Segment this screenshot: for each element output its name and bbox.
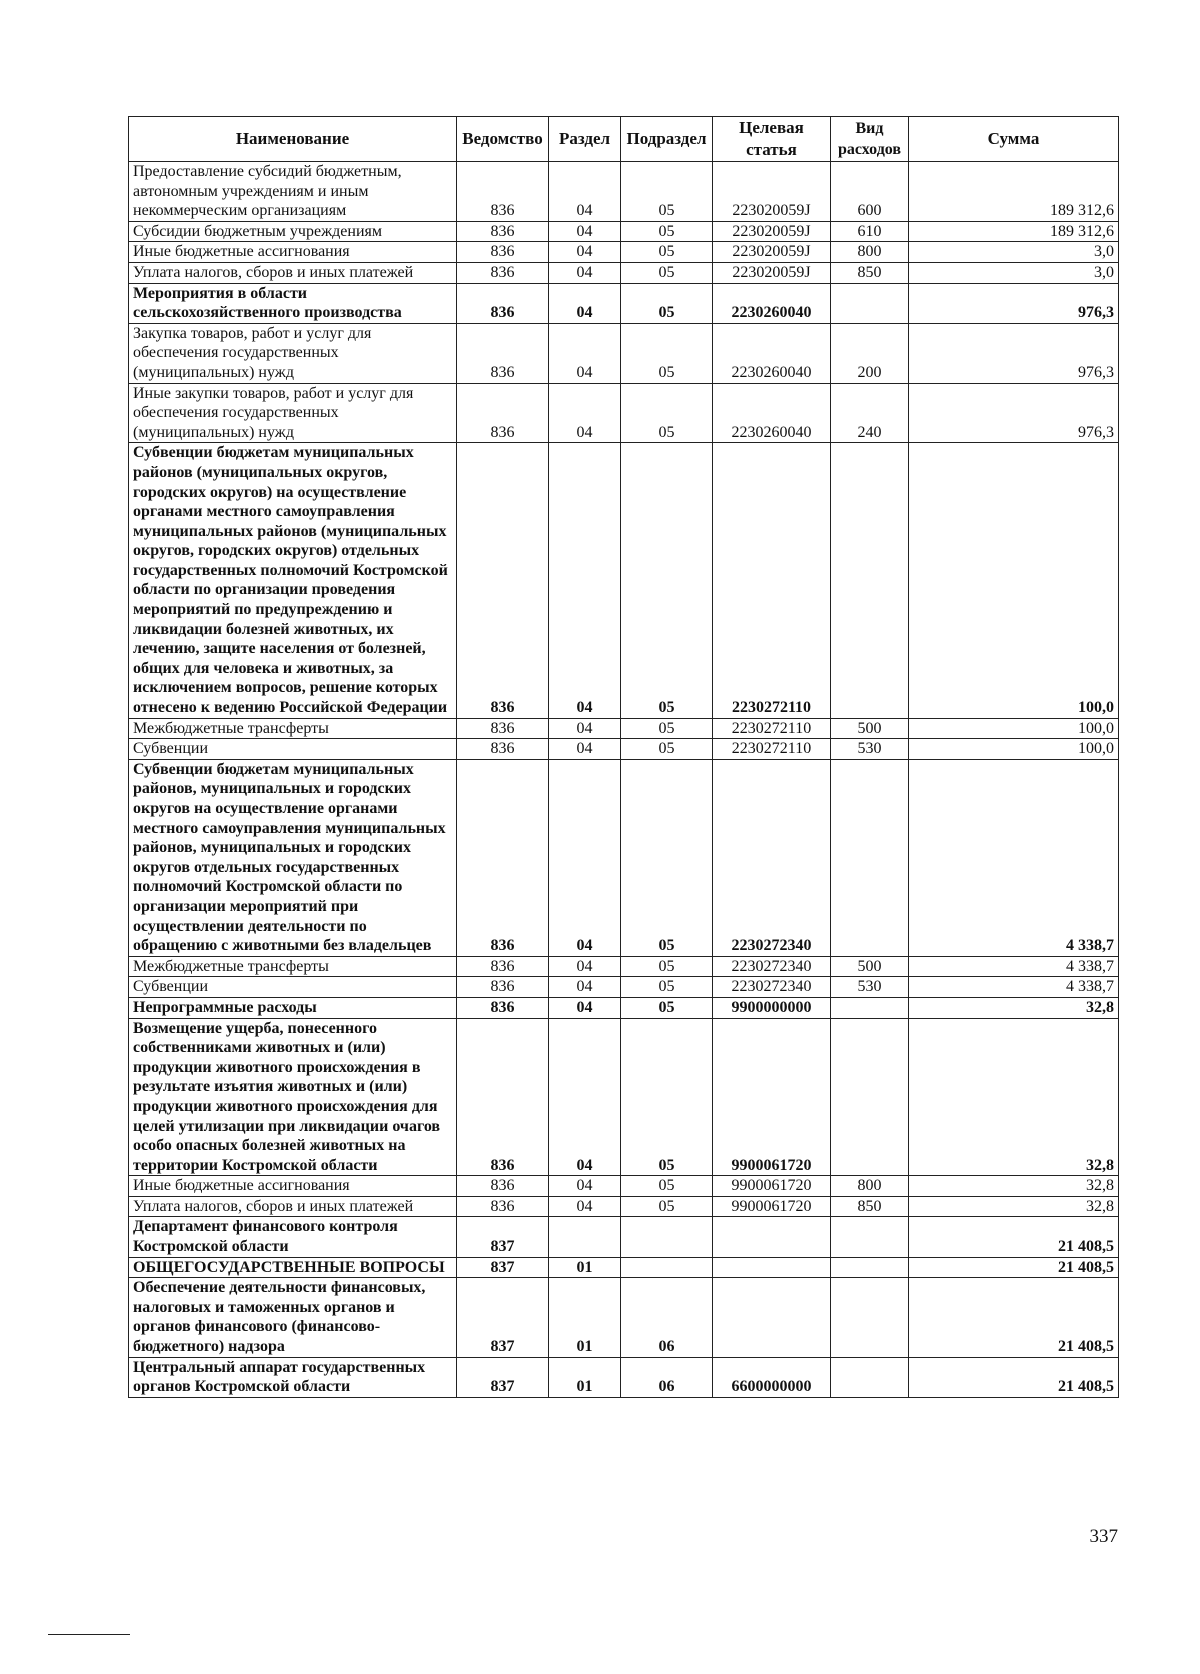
table-row	[129, 1196, 1119, 1217]
row-dept: 836	[457, 383, 549, 443]
row-name: Иные закупки товаров, работ и услуг для обеспечения государственных (муниципальных) нужд	[129, 383, 457, 443]
table-row	[129, 323, 1119, 383]
header-expense-type: Вид расходов	[831, 117, 909, 162]
row-expense-type: 530	[831, 977, 909, 998]
table-row	[129, 262, 1119, 283]
page-number: 337	[1089, 1526, 1118, 1547]
header-target-article: Целевая статья	[713, 117, 831, 162]
row-name: Субвенции бюджетам муниципальных районов (муниципальных округов, городских округов) на осуществление органами местного самоуправления муниципальных районов (муниципальных округов, городских округов) отдельных государственных полномочий Костромской области по организации проведения мероприятий по предупреждению и ликвидации болезней животных, их лечению, защите населения от болезней, общих для человека и животных, за исключением вопросов, решение которых отнесено к ведению Российской Федерации	[129, 443, 457, 718]
row-subsection: 05	[621, 383, 713, 443]
row-subsection: 05	[621, 1176, 713, 1197]
row-amount: 100,0	[909, 718, 1119, 739]
row-dept: 837	[457, 1357, 549, 1397]
row-section: 04	[549, 221, 621, 242]
table-row	[129, 283, 1119, 323]
row-amount: 4 338,7	[909, 759, 1119, 956]
row-subsection: 05	[621, 1196, 713, 1217]
row-section: 04	[549, 739, 621, 760]
row-section: 04	[549, 977, 621, 998]
header-dept: Ведомство	[457, 117, 549, 162]
row-amount: 4 338,7	[909, 977, 1119, 998]
row-target-article: 223020059J	[713, 221, 831, 242]
row-subsection: 05	[621, 283, 713, 323]
table-row	[129, 956, 1119, 977]
row-target-article: 6600000000	[713, 1357, 831, 1397]
row-name: Иные бюджетные ассигнования	[129, 242, 457, 263]
table-row	[129, 739, 1119, 760]
table-row	[129, 1217, 1119, 1257]
row-expense-type: 800	[831, 1176, 909, 1197]
row-section: 04	[549, 1018, 621, 1176]
row-name: Межбюджетные трансферты	[129, 956, 457, 977]
row-expense-type	[831, 1217, 909, 1257]
row-expense-type	[831, 997, 909, 1018]
table-row	[129, 1018, 1119, 1176]
row-target-article: 223020059J	[713, 162, 831, 222]
row-expense-type: 610	[831, 221, 909, 242]
row-subsection	[621, 1257, 713, 1278]
row-section: 04	[549, 956, 621, 977]
row-subsection: 06	[621, 1278, 713, 1357]
table-row	[129, 977, 1119, 998]
row-amount: 32,8	[909, 1196, 1119, 1217]
table-header-row	[129, 117, 1119, 162]
table-row	[129, 443, 1119, 718]
row-amount: 100,0	[909, 443, 1119, 718]
row-expense-type: 600	[831, 162, 909, 222]
budget-table	[128, 116, 1119, 1398]
row-name: Межбюджетные трансферты	[129, 718, 457, 739]
row-section: 04	[549, 262, 621, 283]
row-name: Возмещение ущерба, понесенного собственниками животных и (или) продукции животного происхождения в результате изъятия животных и (или) продукции животного происхождения для целей утилизации при ликвидации очагов особо опасных болезней животных на территории Костромской области	[129, 1018, 457, 1176]
table-row	[129, 1357, 1119, 1397]
row-expense-type: 800	[831, 242, 909, 263]
row-dept: 836	[457, 956, 549, 977]
row-expense-type: 500	[831, 956, 909, 977]
row-subsection	[621, 1217, 713, 1257]
row-subsection: 05	[621, 759, 713, 956]
row-section	[549, 1217, 621, 1257]
row-amount: 4 338,7	[909, 956, 1119, 977]
table-row	[129, 759, 1119, 956]
row-dept: 836	[457, 323, 549, 383]
row-section: 04	[549, 162, 621, 222]
row-subsection: 05	[621, 739, 713, 760]
row-expense-type: 240	[831, 383, 909, 443]
row-amount: 21 408,5	[909, 1278, 1119, 1357]
row-target-article	[713, 1217, 831, 1257]
row-expense-type	[831, 283, 909, 323]
row-subsection: 05	[621, 242, 713, 263]
row-amount: 21 408,5	[909, 1217, 1119, 1257]
row-name: Предоставление субсидий бюджетным, автономным учреждениям и иным некоммерческим организациям	[129, 162, 457, 222]
row-expense-type	[831, 443, 909, 718]
row-name: Центральный аппарат государственных органов Костромской области	[129, 1357, 457, 1397]
row-section: 01	[549, 1357, 621, 1397]
row-target-article	[713, 1257, 831, 1278]
row-section: 04	[549, 283, 621, 323]
row-subsection: 05	[621, 323, 713, 383]
row-section: 04	[549, 323, 621, 383]
row-target-article: 223020059J	[713, 262, 831, 283]
row-name: Субвенции	[129, 739, 457, 760]
row-name: Обеспечение деятельности финансовых, налоговых и таможенных органов и органов финансового (финансово-бюджетного) надзора	[129, 1278, 457, 1357]
row-amount: 32,8	[909, 997, 1119, 1018]
row-section: 04	[549, 1176, 621, 1197]
row-name: Закупка товаров, работ и услуг для обеспечения государственных (муниципальных) нужд	[129, 323, 457, 383]
row-expense-type: 530	[831, 739, 909, 760]
row-target-article: 9900061720	[713, 1018, 831, 1176]
row-dept: 836	[457, 739, 549, 760]
row-expense-type	[831, 1278, 909, 1357]
row-name: Субвенции	[129, 977, 457, 998]
row-amount: 32,8	[909, 1176, 1119, 1197]
row-target-article: 2230272340	[713, 956, 831, 977]
row-expense-type	[831, 1357, 909, 1397]
row-target-article: 223020059J	[713, 242, 831, 263]
table-row	[129, 383, 1119, 443]
table-row	[129, 1278, 1119, 1357]
row-amount: 976,3	[909, 323, 1119, 383]
header-section: Раздел	[549, 117, 621, 162]
row-expense-type	[831, 1257, 909, 1278]
row-target-article: 2230272110	[713, 718, 831, 739]
table-row	[129, 1257, 1119, 1278]
row-amount: 976,3	[909, 283, 1119, 323]
table-body	[129, 162, 1119, 1398]
row-section: 01	[549, 1257, 621, 1278]
row-subsection: 05	[621, 443, 713, 718]
row-dept: 836	[457, 1018, 549, 1176]
row-target-article	[713, 1278, 831, 1357]
table-row	[129, 242, 1119, 263]
row-dept: 836	[457, 718, 549, 739]
row-amount: 189 312,6	[909, 221, 1119, 242]
row-target-article: 2230260040	[713, 283, 831, 323]
table-row	[129, 718, 1119, 739]
row-expense-type: 850	[831, 1196, 909, 1217]
row-target-article: 2230272110	[713, 739, 831, 760]
row-expense-type	[831, 759, 909, 956]
row-section: 04	[549, 1196, 621, 1217]
header-name: Наименование	[129, 117, 457, 162]
row-target-article: 2230260040	[713, 383, 831, 443]
row-dept: 837	[457, 1278, 549, 1357]
table-row	[129, 997, 1119, 1018]
row-name: ОБЩЕГОСУДАРСТВЕННЫЕ ВОПРОСЫ	[129, 1257, 457, 1278]
row-target-article: 2230272340	[713, 759, 831, 956]
row-target-article: 2230272340	[713, 977, 831, 998]
row-dept: 836	[457, 1196, 549, 1217]
row-amount: 189 312,6	[909, 162, 1119, 222]
row-dept: 836	[457, 997, 549, 1018]
row-subsection: 05	[621, 162, 713, 222]
table-row	[129, 221, 1119, 242]
row-section: 04	[549, 443, 621, 718]
row-section: 04	[549, 759, 621, 956]
row-amount: 32,8	[909, 1018, 1119, 1176]
row-dept: 836	[457, 242, 549, 263]
row-name: Департамент финансового контроля Костромской области	[129, 1217, 457, 1257]
row-amount: 3,0	[909, 262, 1119, 283]
row-subsection: 05	[621, 977, 713, 998]
row-section: 04	[549, 242, 621, 263]
header-subsection: Подраздел	[621, 117, 713, 162]
row-dept: 836	[457, 221, 549, 242]
row-section: 04	[549, 383, 621, 443]
row-expense-type: 500	[831, 718, 909, 739]
row-target-article: 2230272110	[713, 443, 831, 718]
row-name: Субвенции бюджетам муниципальных районов, муниципальных и городских округов на осуществление органами местного самоуправления муниципальных районов, муниципальных и городских округов отдельных государственных полномочий Костромской области по организации мероприятий при осуществлении деятельности по обращению с животными без владельцев	[129, 759, 457, 956]
header-amount: Сумма	[909, 117, 1119, 162]
row-section: 04	[549, 997, 621, 1018]
row-dept: 837	[457, 1257, 549, 1278]
table-row	[129, 162, 1119, 222]
row-subsection: 05	[621, 956, 713, 977]
row-amount: 3,0	[909, 242, 1119, 263]
row-subsection: 05	[621, 262, 713, 283]
row-expense-type	[831, 1018, 909, 1176]
row-dept: 836	[457, 977, 549, 998]
row-dept: 837	[457, 1217, 549, 1257]
row-amount: 976,3	[909, 383, 1119, 443]
row-name: Субсидии бюджетным учреждениям	[129, 221, 457, 242]
row-amount: 21 408,5	[909, 1357, 1119, 1397]
row-subsection: 05	[621, 718, 713, 739]
row-name: Уплата налогов, сборов и иных платежей	[129, 262, 457, 283]
row-amount: 21 408,5	[909, 1257, 1119, 1278]
row-target-article: 2230260040	[713, 323, 831, 383]
row-amount: 100,0	[909, 739, 1119, 760]
row-name: Непрограммные расходы	[129, 997, 457, 1018]
row-target-article: 9900000000	[713, 997, 831, 1018]
row-dept: 836	[457, 443, 549, 718]
row-subsection: 05	[621, 997, 713, 1018]
row-section: 01	[549, 1278, 621, 1357]
row-expense-type: 850	[831, 262, 909, 283]
footnote-rule	[48, 1634, 130, 1635]
row-section: 04	[549, 718, 621, 739]
row-subsection: 05	[621, 1018, 713, 1176]
row-expense-type: 200	[831, 323, 909, 383]
row-subsection: 05	[621, 221, 713, 242]
row-dept: 836	[457, 759, 549, 956]
row-dept: 836	[457, 1176, 549, 1197]
row-target-article: 9900061720	[713, 1196, 831, 1217]
row-target-article: 9900061720	[713, 1176, 831, 1197]
row-dept: 836	[457, 262, 549, 283]
row-name: Мероприятия в области сельскохозяйственного производства	[129, 283, 457, 323]
row-name: Иные бюджетные ассигнования	[129, 1176, 457, 1197]
row-subsection: 06	[621, 1357, 713, 1397]
row-name: Уплата налогов, сборов и иных платежей	[129, 1196, 457, 1217]
row-dept: 836	[457, 162, 549, 222]
table-row	[129, 1176, 1119, 1197]
row-dept: 836	[457, 283, 549, 323]
